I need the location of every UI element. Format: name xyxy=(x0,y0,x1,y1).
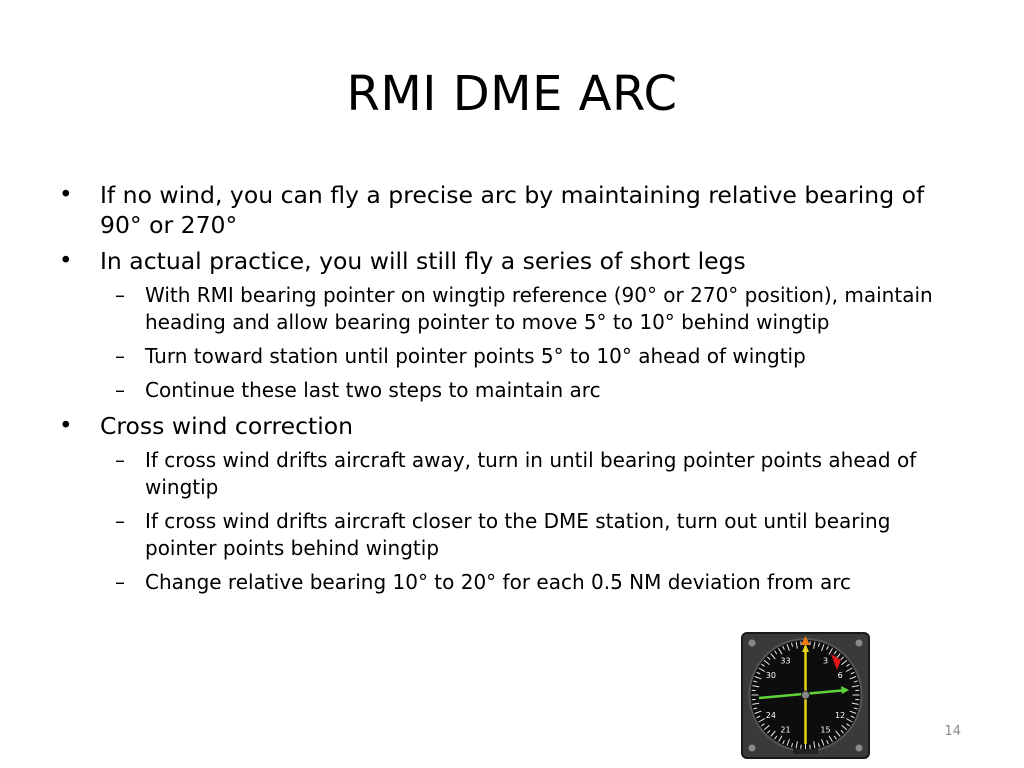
bullet-text: Cross wind correction xyxy=(100,412,354,440)
bullet-item xyxy=(56,246,966,404)
dial-label: 3 xyxy=(822,656,829,666)
rmi-instrument-image xyxy=(741,632,870,759)
bullet-symbol: • xyxy=(59,182,73,208)
sub-bullet-text: Change relative bearing 10° to 20° for each 0.5 NM deviation from arc xyxy=(145,570,851,594)
sub-bullet-symbol: – xyxy=(115,344,125,368)
sub-bullet-text: If cross wind drifts aircraft closer to the DME station, turn out until bearing pointer points behind wingtip xyxy=(145,509,891,560)
sub-bullet-text: Continue these last two steps to maintain arc xyxy=(145,378,601,402)
page-number: 14 xyxy=(944,724,961,739)
dial-label: 21 xyxy=(780,725,791,735)
sub-bullet-item xyxy=(100,508,966,562)
dial-label: 33 xyxy=(780,656,791,666)
sub-bullet-symbol: – xyxy=(115,448,125,472)
dial-label: 12 xyxy=(835,711,846,720)
sub-bullet-symbol: – xyxy=(115,509,125,533)
sub-bullet-item xyxy=(100,343,966,370)
bezel-screw xyxy=(749,745,756,752)
slide-title: RMI DME ARC xyxy=(346,66,678,122)
dial-label: 24 xyxy=(765,711,776,720)
sub-bullet-text: If cross wind drifts aircraft away, turn in until bearing pointer points ahead of wingtip xyxy=(145,448,917,499)
sub-bullet-list xyxy=(100,282,966,404)
needle-hub xyxy=(802,691,810,699)
sub-bullet-item xyxy=(100,447,966,501)
bullet-list xyxy=(56,180,966,603)
bullet-item xyxy=(56,411,966,596)
sub-bullet-symbol: – xyxy=(115,378,125,402)
sub-bullet-text: With RMI bearing pointer on wingtip reference (90° or 270° position), maintain heading and allow bearing pointer to move 5° to 10° behind wingtip xyxy=(145,283,933,334)
bullet-text: If no wind, you can fly a precise arc by maintaining relative bearing of 90° or 270° xyxy=(100,181,925,239)
sub-bullet-item xyxy=(100,569,966,596)
sub-bullet-list xyxy=(100,447,966,596)
sub-bullet-item xyxy=(100,377,966,404)
brand-plate xyxy=(793,749,818,754)
dial-label: 15 xyxy=(820,725,831,735)
sub-bullet-item xyxy=(100,282,966,336)
bullet-symbol: • xyxy=(59,248,73,274)
dial-label: 6 xyxy=(837,671,843,680)
bezel-screw xyxy=(856,640,863,647)
sub-bullet-text: Turn toward station until pointer points 5° to 10° ahead of wingtip xyxy=(145,344,806,368)
bullet-symbol: • xyxy=(59,413,73,439)
bezel-screw xyxy=(856,745,863,752)
sub-bullet-symbol: – xyxy=(115,283,125,307)
bullet-text: In actual practice, you will still fly a series of short legs xyxy=(100,247,746,275)
bezel-screw xyxy=(749,640,756,647)
bullet-item xyxy=(56,180,966,240)
dial-label: 30 xyxy=(765,671,776,680)
sub-bullet-symbol: – xyxy=(115,570,125,594)
